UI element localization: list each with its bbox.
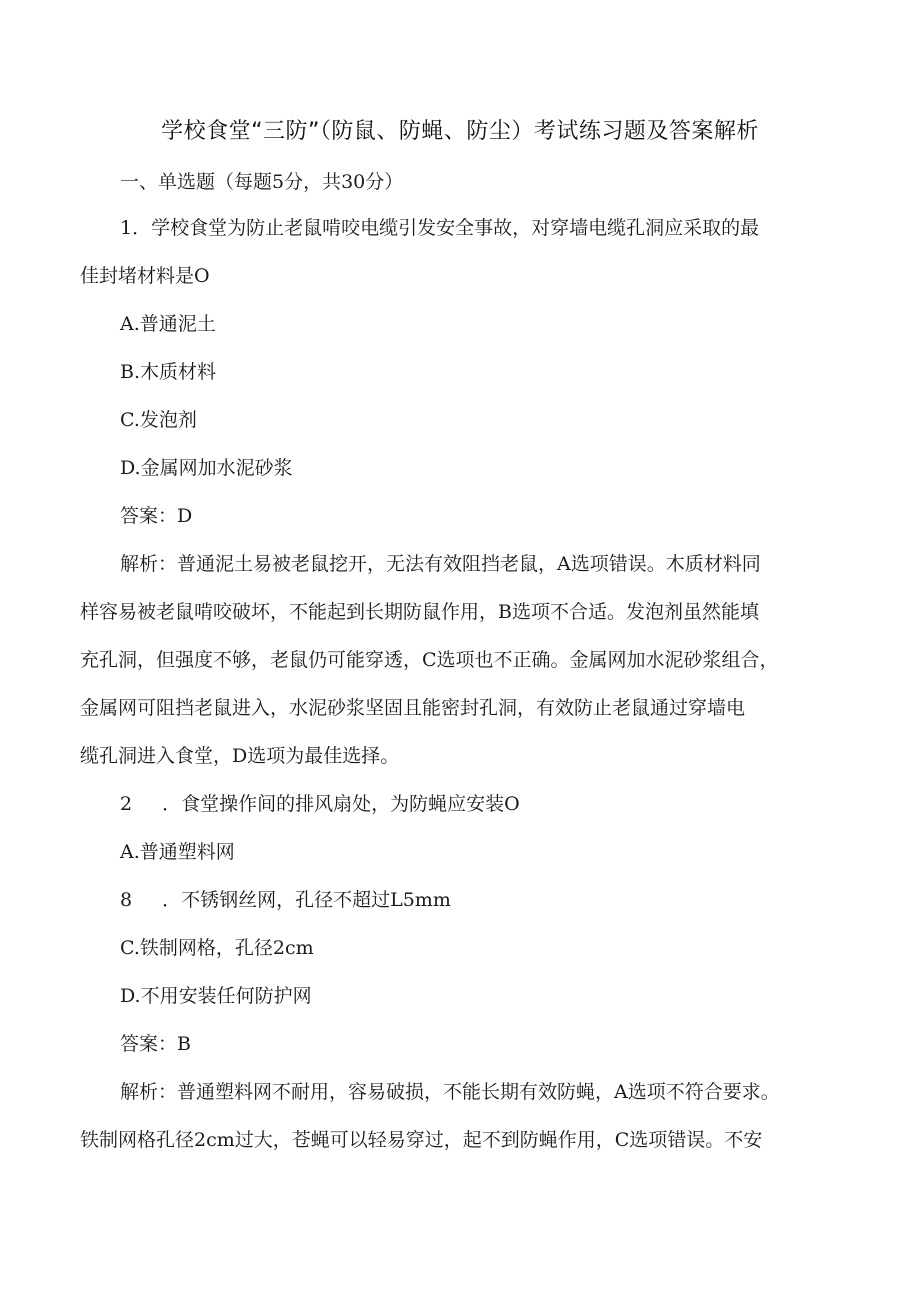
q2-number: 2 <box>120 793 133 815</box>
q2-option-b-number: 8 <box>120 889 133 911</box>
q2-analysis-line-1: 解析：普通塑料网不耐用，容易破损，不能长期有效防蝇，A选项不符合要求。 <box>120 1081 780 1103</box>
q1-text-line-2: 佳封堵材料是O <box>80 265 210 287</box>
q1-option-a: A.普通泥土 <box>120 313 216 335</box>
q1-analysis-line-2: 样容易被老鼠啃咬破坏，不能起到长期防鼠作用，B选项不合适。发泡剂虽然能填 <box>80 601 759 623</box>
q2-option-c: C.铁制网格，孔径2cm <box>120 937 314 959</box>
q1-answer: 答案：D <box>120 505 193 527</box>
q1-text-line-1: 1．学校食堂为防止老鼠啃咬电缆引发安全事故，对穿墙电缆孔洞应采取的最 <box>120 217 760 239</box>
q2-option-d: D.不用安装任何防护网 <box>120 985 312 1007</box>
section-heading: 一、单选题（每题5分，共30分） <box>120 171 404 193</box>
q2-text: ．食堂操作间的排风扇处，为防蝇应安装O <box>162 793 520 815</box>
document-title: 学校食堂“三防”（防鼠、防蝇、防尘）考试练习题及答案解析 <box>161 119 759 144</box>
q2-answer: 答案：B <box>120 1033 191 1055</box>
q1-option-d: D.金属网加水泥砂浆 <box>120 457 293 479</box>
q1-analysis-line-1: 解析：普通泥土易被老鼠挖开，无法有效阻挡老鼠，A选项错误。木质材料同 <box>120 553 761 575</box>
q1-analysis-line-3: 充孔洞，但强度不够，老鼠仍可能穿透，C选项也不正确。金属网加水泥砂浆组合， <box>80 649 779 671</box>
q1-analysis-line-5: 缆孔洞进入食堂，D选项为最佳选择。 <box>80 745 400 767</box>
q1-option-b: B.木质材料 <box>120 361 217 383</box>
q2-option-b <box>120 888 451 912</box>
q2-question <box>120 792 520 816</box>
q2-option-a: A.普通塑料网 <box>120 841 235 863</box>
q1-analysis-line-4: 金属网可阻挡老鼠进入，水泥砂浆坚固且能密封孔洞，有效防止老鼠通过穿墙电 <box>80 697 746 719</box>
q2-analysis-line-2: 铁制网格孔径2cm过大，苍蝇可以轻易穿过，起不到防蝇作用，C选项错误。不安 <box>80 1129 763 1151</box>
q1-option-c: C.发泡剂 <box>120 409 197 431</box>
q2-option-b-text: ．不锈钢丝网，孔径不超过L5mm <box>162 889 451 911</box>
